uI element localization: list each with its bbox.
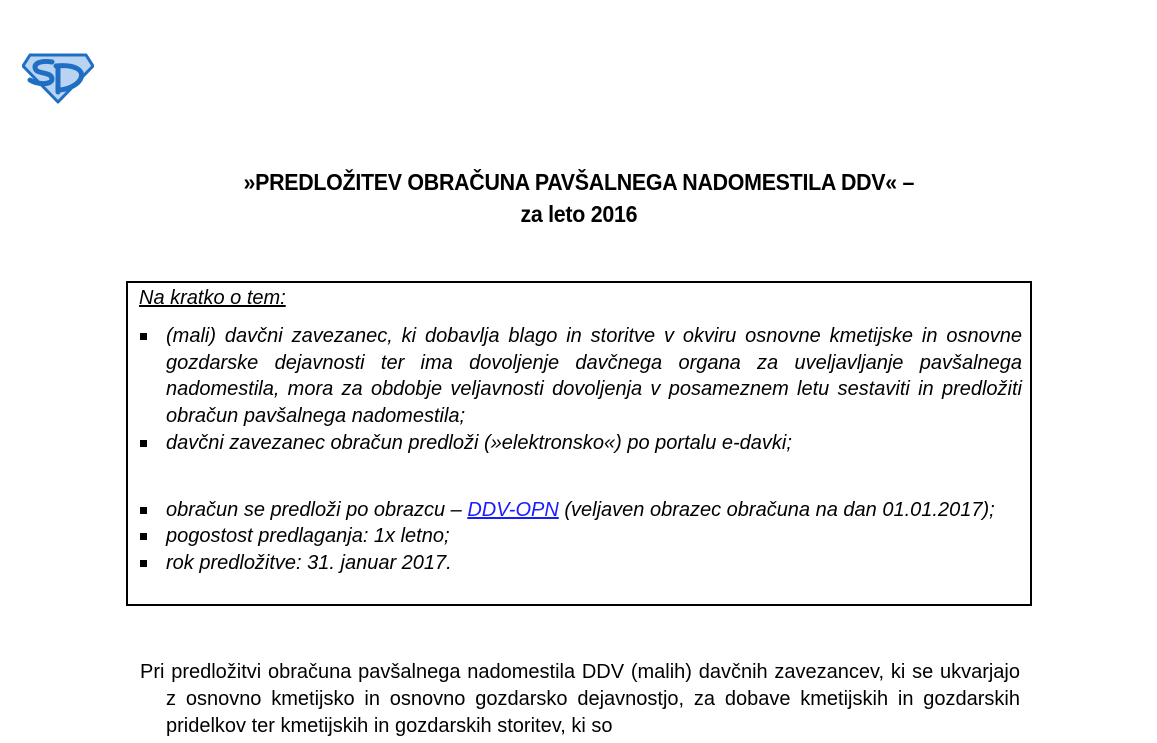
summary-item-text-after: (veljaven obrazec obračuna na dan 01.01.2017); xyxy=(558,498,995,521)
summary-item-text: pogostost predlaganja: 1x letno; xyxy=(166,525,450,548)
summary-item-text: (mali) davčni zavezanec, ki dobavlja blago in storitve v okviru osnovne kmetijske in osnovne gozdarske dejavnosti ter ima dovoljenje davčnega organa za uveljavljanje pavšalnega nadomestila, mora za obdobje veljavnosti dovoljenja v posameznem letu sestaviti in predložiti obračun pavšalnega nadomestila; xyxy=(166,325,1022,428)
summary-item xyxy=(128,550,1030,577)
bullet-square-icon xyxy=(140,333,147,340)
summary-item xyxy=(128,430,1030,457)
document-title xyxy=(41,166,1117,230)
summary-heading: Na kratko o tem: xyxy=(139,287,286,309)
summary-item xyxy=(128,323,1030,430)
bullet-square-icon xyxy=(140,560,147,567)
title-line-1: »PREDLOŽITEV OBRAČUNA PAVŠALNEGA NADOMESTILA DDV« – xyxy=(243,169,915,195)
summary-box xyxy=(126,281,1032,606)
summary-item-text: davčni zavezanec obračun predloži (»elektronsko«) po portalu e-davki; xyxy=(166,431,792,454)
summary-list xyxy=(128,323,1030,577)
bullet-square-icon xyxy=(140,533,147,540)
summary-item xyxy=(128,497,1030,524)
bullet-square-icon xyxy=(140,440,147,447)
shield-logo-icon xyxy=(22,52,94,104)
bullet-square-icon xyxy=(140,507,147,514)
summary-item xyxy=(128,523,1030,550)
body-paragraph: Pri predložitvi obračuna pavšalnega nadomestila DDV (malih) davčnih zavezancev, ki se ukvarjajo z osnovno kmetijsko in osnovno gozdarsko dejavnostjo, za dobave kmetijskih in gozdarskih pridelkov ter kmetijskih in gozdarskih storitev, ki so xyxy=(140,661,1020,737)
company-logo xyxy=(22,52,94,104)
summary-item-text: rok predložitve: 31. januar 2017. xyxy=(166,551,452,574)
summary-item-text-before: obračun se predloži po obrazcu – xyxy=(166,498,468,521)
title-line-2: za leto 2016 xyxy=(520,201,638,227)
ddv-opn-link[interactable]: DDV-OPN xyxy=(467,498,559,521)
